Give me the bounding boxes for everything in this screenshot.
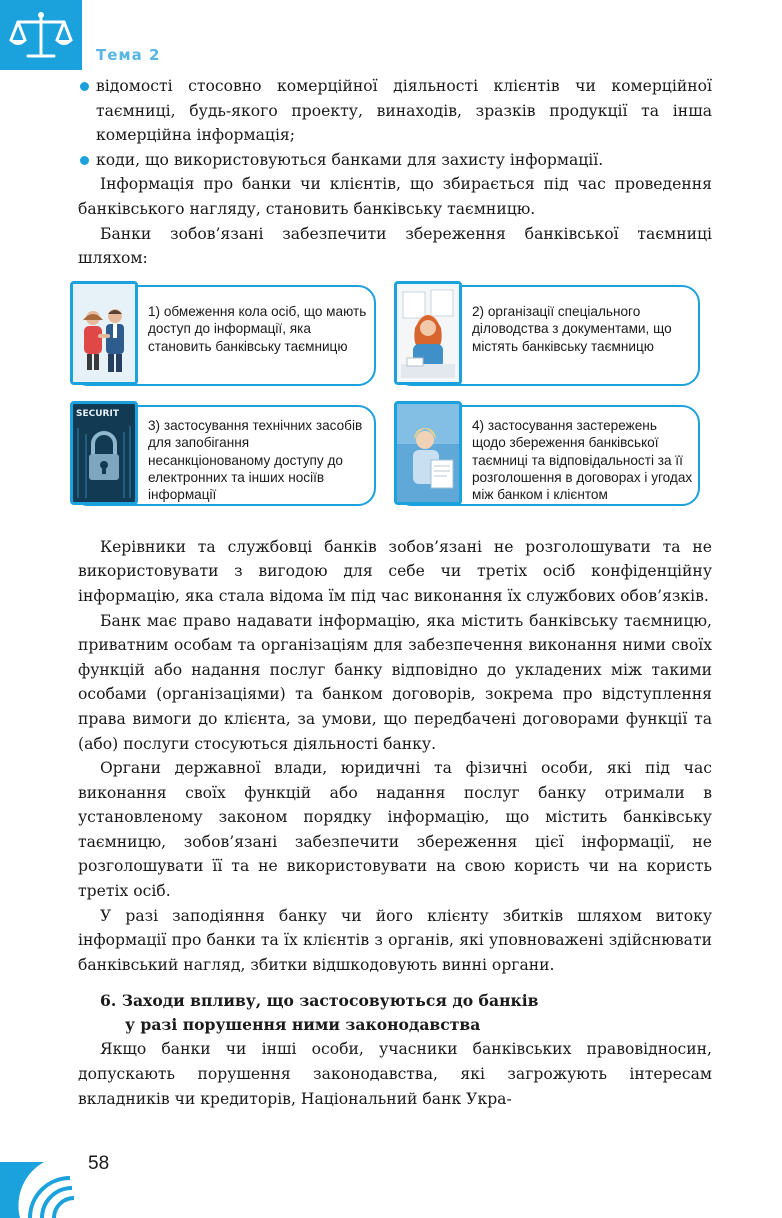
wave-arcs-icon [0, 1144, 80, 1218]
paragraph: Інформація про банки чи клієнтів, що збирається під час проведення банківського нагляду, становить банківську таємницю. [78, 175, 712, 218]
bullet-dot-icon [80, 82, 89, 91]
measure-card-text: 2) організації спеціального діловодства з документами, що містять банківську таємницю [472, 303, 672, 354]
header-logo-box [0, 0, 82, 70]
section-heading [78, 989, 712, 1037]
page-number: 58 [88, 1153, 110, 1174]
page-content [78, 74, 712, 1111]
paragraph: Банки зобов’язані забезпечити збереження банківської таємниці шляхом: [78, 224, 712, 268]
measure-card-4 [394, 405, 700, 506]
bullet-text: відомості стосовно комерційної діяльності клієнтів чи комерційної таємниці, будь-якого проекту, винаходів, зразків продукції та інша комерційна інформація; [96, 77, 712, 145]
measure-card-2 [394, 285, 700, 386]
measure-card-text: 3) застосування технічних засобів для запобігання несанкціонованому доступу до електронних та інших носіїв інформації [148, 417, 363, 503]
section-heading-line-2: у разі порушення ними законодавства [125, 1015, 481, 1035]
two-business-people-illustration [70, 281, 138, 385]
paragraph: Органи державної влади, юридичні та фізичні особи, які під час виконання своїх функцій або надання послуг банку отримали в установленому законом порядку інформацію, що містить банківську таємницю, зобов’язані забезпечити збереження цієї інформації, не розголошувати її та не використовувати на свою користь чи на користь третіх осіб. [78, 759, 712, 901]
security-padlock-illustration [70, 401, 138, 505]
measure-card-3 [70, 405, 376, 506]
woman-with-documents-illustration [394, 281, 462, 385]
bullet-dot-icon [80, 156, 89, 165]
bullet-text: коди, що використовуються банками для захисту інформації. [96, 150, 604, 169]
bullet-item [78, 148, 712, 173]
scales-of-justice-icon [6, 10, 76, 62]
section-heading-line-1: 6. Заходи впливу, що застосовуються до банків [100, 991, 539, 1011]
paragraph: У разі заподіяння банку чи його клієнту збитків шляхом витоку інформації про банки та їх клієнтів з органів, які уповноважені здійснювати банківський нагляд, збитки відшкодовують винні органи. [78, 906, 712, 974]
measure-card-text: 4) застосування застережень щодо збереження банківської таємниці та відповідальності за її розголошення в договорах і угодах між банком і клієнтом [472, 417, 693, 503]
paragraph: Банк має право надавати інформацію, яка містить банківську таємницю, приватним особам та організаціям для забезпечення виконання ними своїх функцій або надання послуг банку відповідно до укладених між такими особами (організаціями) та банком договорів, зокрема про відступлення права вимоги до клієнта, за умови, що передбачені договорами функції та (або) послуги стосуються діяльності банку. [78, 611, 712, 753]
bullet-item [78, 74, 712, 148]
paragraph: Якщо банки чи інші особи, учасники банківських правовідносин, допускають порушення законодавства, які загрожують інтересам вкладників чи кредиторів, Національний банк Укра- [78, 1040, 712, 1108]
secrecy-measures-cards [70, 285, 704, 521]
theme-label: Тема 2 [96, 46, 161, 64]
measure-card-1 [70, 285, 376, 386]
paragraph: Керівники та службовці банків зобов’язані не розголошувати та не використовувати з вигодою для себе чи третіх осіб конфіденційну інформацію, яка стала відома їм під час виконання їх службових обов’язків. [78, 537, 712, 605]
measure-card-text: 1) обмеження кола осіб, що мають доступ до інформації, яка становить банківську таємницю [148, 303, 367, 354]
woman-signing-contract-illustration [394, 401, 462, 505]
security-caption: SECURIT [76, 408, 119, 419]
